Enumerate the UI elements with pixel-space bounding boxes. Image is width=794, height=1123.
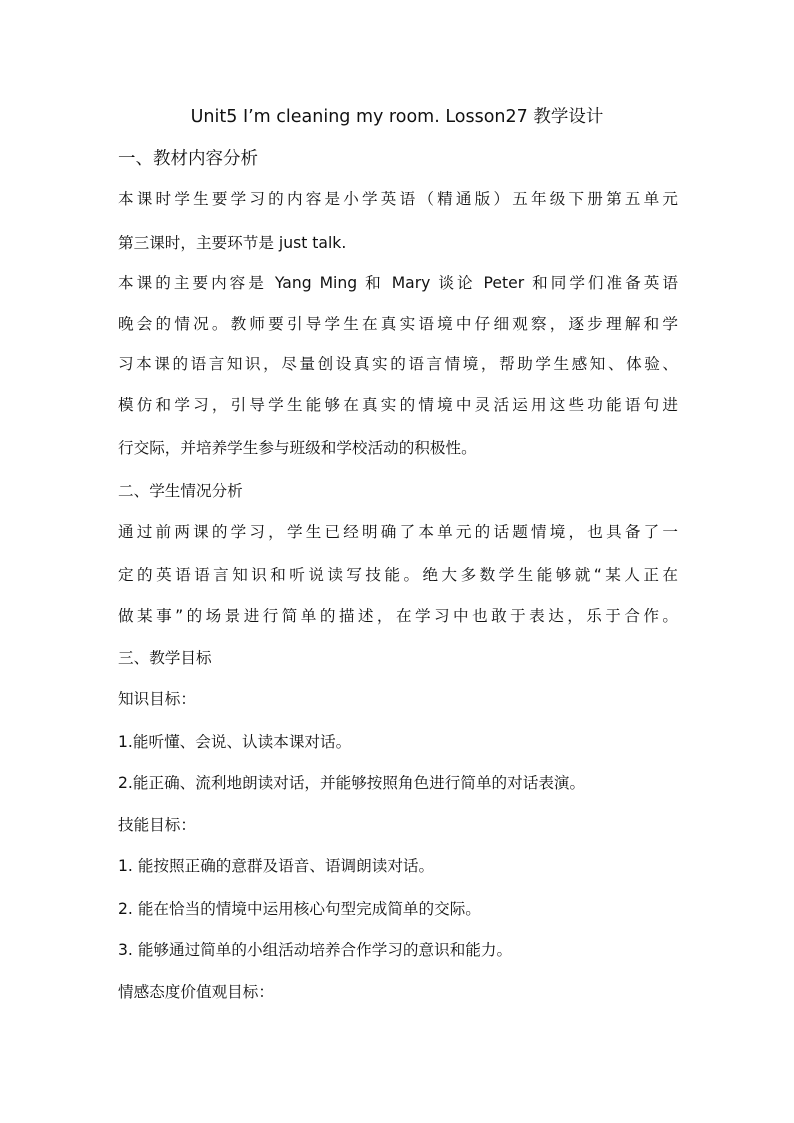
knowledge-goal-item: 2.能正确、流利地朗读对话，并能够按照角色进行简单的对话表演。 <box>118 774 586 792</box>
paragraph-line: 行交际，并培养学生参与班级和学校活动的积极性。 <box>118 439 477 457</box>
document-title: Unit5 I’m cleaning my room. Losson27 教学设计 <box>190 107 604 127</box>
skill-goal-item: 3. 能够通过简单的小组活动培养合作学习的意识和能力。 <box>118 941 513 959</box>
paragraph-line: 模仿和学习，引导学生能够在真实的情境中灵活运用这些功能语句进 <box>118 396 678 414</box>
paragraph-line: 本课时学生要学习的内容是小学英语（精通版）五年级下册第五单元 <box>118 190 678 208</box>
paragraph-line: 定的英语语言知识和听说读写技能。绝大多数学生能够就“某人正在 <box>118 566 678 584</box>
knowledge-goal-item: 1.能听懂、会说、认读本课对话。 <box>118 733 352 751</box>
section-heading-student-analysis: 二、学生情况分析 <box>118 482 243 500</box>
skill-goal-item: 2. 能在恰当的情境中运用核心句型完成简单的交际。 <box>118 900 481 918</box>
paragraph-line: 做某事”的场景进行简单的描述，在学习中也敢于表达，乐于合作。 <box>118 607 678 625</box>
paragraph-line: 本课的主要内容是 Yang Ming 和 Mary 谈论 Peter 和同学们准备英语 <box>118 274 678 292</box>
knowledge-goals-label: 知识目标： <box>118 690 196 708</box>
section-heading-textbook-analysis: 一、教材内容分析 <box>118 149 258 169</box>
paragraph-line: 第三课时，主要环节是 just talk. <box>118 234 347 252</box>
skill-goals-label: 技能目标： <box>118 816 196 834</box>
paragraph-line: 通过前两课的学习，学生已经明确了本单元的话题情境，也具备了一 <box>118 523 678 541</box>
paragraph-line: 晚会的情况。教师要引导学生在真实语境中仔细观察，逐步理解和学 <box>118 315 678 333</box>
skill-goal-item: 1. 能按照正确的意群及语音、语调朗读对话。 <box>118 857 435 875</box>
section-heading-teaching-goals: 三、教学目标 <box>118 649 212 667</box>
paragraph-line: 习本课的语言知识，尽量创设真实的语言情境，帮助学生感知、体验、 <box>118 355 678 373</box>
emotion-goals-label: 情感态度价值观目标： <box>118 983 274 1001</box>
